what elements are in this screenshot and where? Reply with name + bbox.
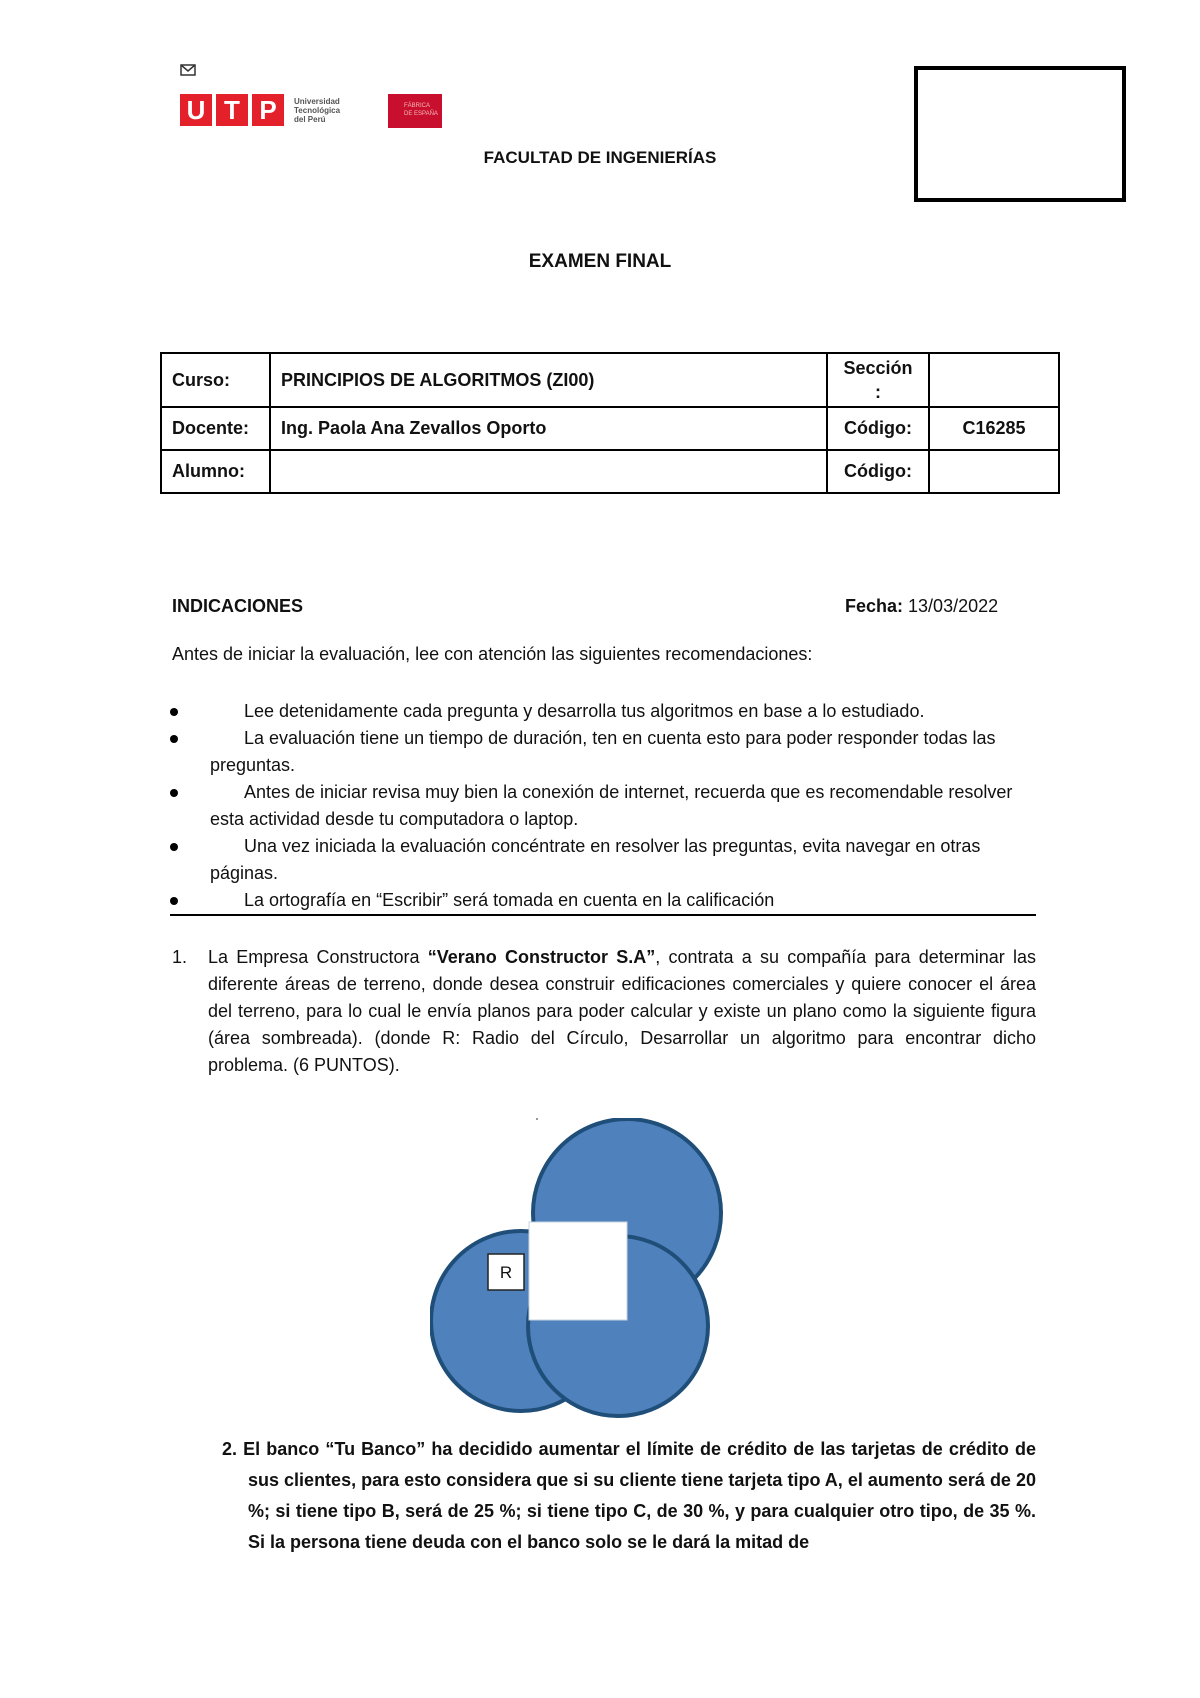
list-item: Lee detenidamente cada pregunta y desarrolla tus algoritmos en base a lo estudiado. <box>170 698 1040 725</box>
bullet-icon <box>170 843 178 851</box>
exam-info-table <box>160 352 1060 494</box>
codigo-label: Código: <box>827 407 929 450</box>
shaded-area-figure <box>430 1118 730 1418</box>
bullet-icon <box>170 897 178 905</box>
curso-value: PRINCIPIOS DE ALGORITMOS (ZI00) <box>270 353 827 407</box>
codigo-alumno-value[interactable] <box>929 450 1059 493</box>
table-row <box>161 450 1059 493</box>
utp-logo <box>180 94 354 126</box>
codigo-alumno-label: Código: <box>827 450 929 493</box>
curso-label: Curso: <box>161 353 270 407</box>
photo-box <box>914 66 1126 202</box>
list-item: La ortografía en “Escribir” será tomada en cuenta en la calificación <box>170 887 1040 914</box>
exam-date <box>845 596 998 617</box>
indications-list <box>170 698 1040 914</box>
envelope-icon <box>180 64 196 76</box>
date-label: Fecha: <box>845 596 904 616</box>
indications-heading: INDICACIONES <box>172 596 304 616</box>
question-2-text: 2. El banco “Tu Banco” ha decidido aumentar el límite de crédito de las tarjetas de crédito de sus clientes, para esto considera que si su cliente tiene tarjeta tipo A, el aumento será de 20 %; si tiene tipo B, será de 25 %; si tiene tipo C, de 30 %, y para cualquier otro tipo, de 35 %. Si la persona tiene deuda con el banco solo se le dará la mitad de <box>222 1439 1036 1552</box>
seccion-value[interactable] <box>929 353 1059 407</box>
bullet-icon <box>170 708 178 716</box>
codigo-value: C16285 <box>929 407 1059 450</box>
question-number: 1. <box>172 947 188 967</box>
faculty-title: FACULTAD DE INGENIERÍAS <box>483 148 717 167</box>
utp-letter-u: U <box>180 94 212 126</box>
partner-badge: FÁBRICA DE ESPAÑA <box>388 94 442 128</box>
utp-letter-t: T <box>216 94 248 126</box>
alumno-label: Alumno: <box>161 450 270 493</box>
list-item: Una vez iniciada la evaluación concéntrate en resolver las preguntas, evita navegar en otras páginas. <box>170 833 1040 887</box>
bullet-icon <box>170 735 178 743</box>
radius-label: R <box>499 1263 513 1282</box>
seccion-label: Sección : <box>827 353 929 407</box>
docente-label: Docente: <box>161 407 270 450</box>
utp-letter-p: P <box>252 94 284 126</box>
list-item: Antes de iniciar revisa muy bien la conexión de internet, recuerda que es recomendable resolver esta actividad desde tu computadora o laptop. <box>170 779 1040 833</box>
question-2 <box>222 1434 1036 1558</box>
list-item: La evaluación tiene un tiempo de duración, ten en cuenta esto para poder responder todas las preguntas. <box>170 725 1040 779</box>
company-name: “Verano Constructor S.A” <box>427 947 656 967</box>
bullet-icon <box>170 789 178 797</box>
docente-value: Ing. Paola Ana Zevallos Oporto <box>270 407 827 450</box>
center-square-inner <box>535 1228 619 1312</box>
exam-title: EXAMEN FINAL <box>528 251 672 272</box>
indications-intro: Antes de iniciar la evaluación, lee con atención las siguientes recomendaciones: <box>172 644 813 664</box>
divider <box>170 914 1036 916</box>
date-value: 13/03/2022 <box>903 596 999 616</box>
alumno-value[interactable] <box>270 450 827 493</box>
utp-subtitle: Universidad Tecnológica del Perú <box>294 96 341 124</box>
question-1-text: La Empresa Constructora “Verano Constructor S.A”, contrata a su compañía para determinar las diferente áreas de terreno, donde desea construir edificaciones comerciales y quiere conocer el área del terreno, para lo cual le envía planos para poder calcular y existe un plano como la siguiente figura (área sombreada). (donde R: Radio del Círculo, Desarrollar un algoritmo para encontrar dicho problema. (6 PUNTOS). <box>208 947 1036 1075</box>
table-row <box>161 353 1059 407</box>
table-row <box>161 407 1059 450</box>
question-1 <box>172 944 1036 1079</box>
